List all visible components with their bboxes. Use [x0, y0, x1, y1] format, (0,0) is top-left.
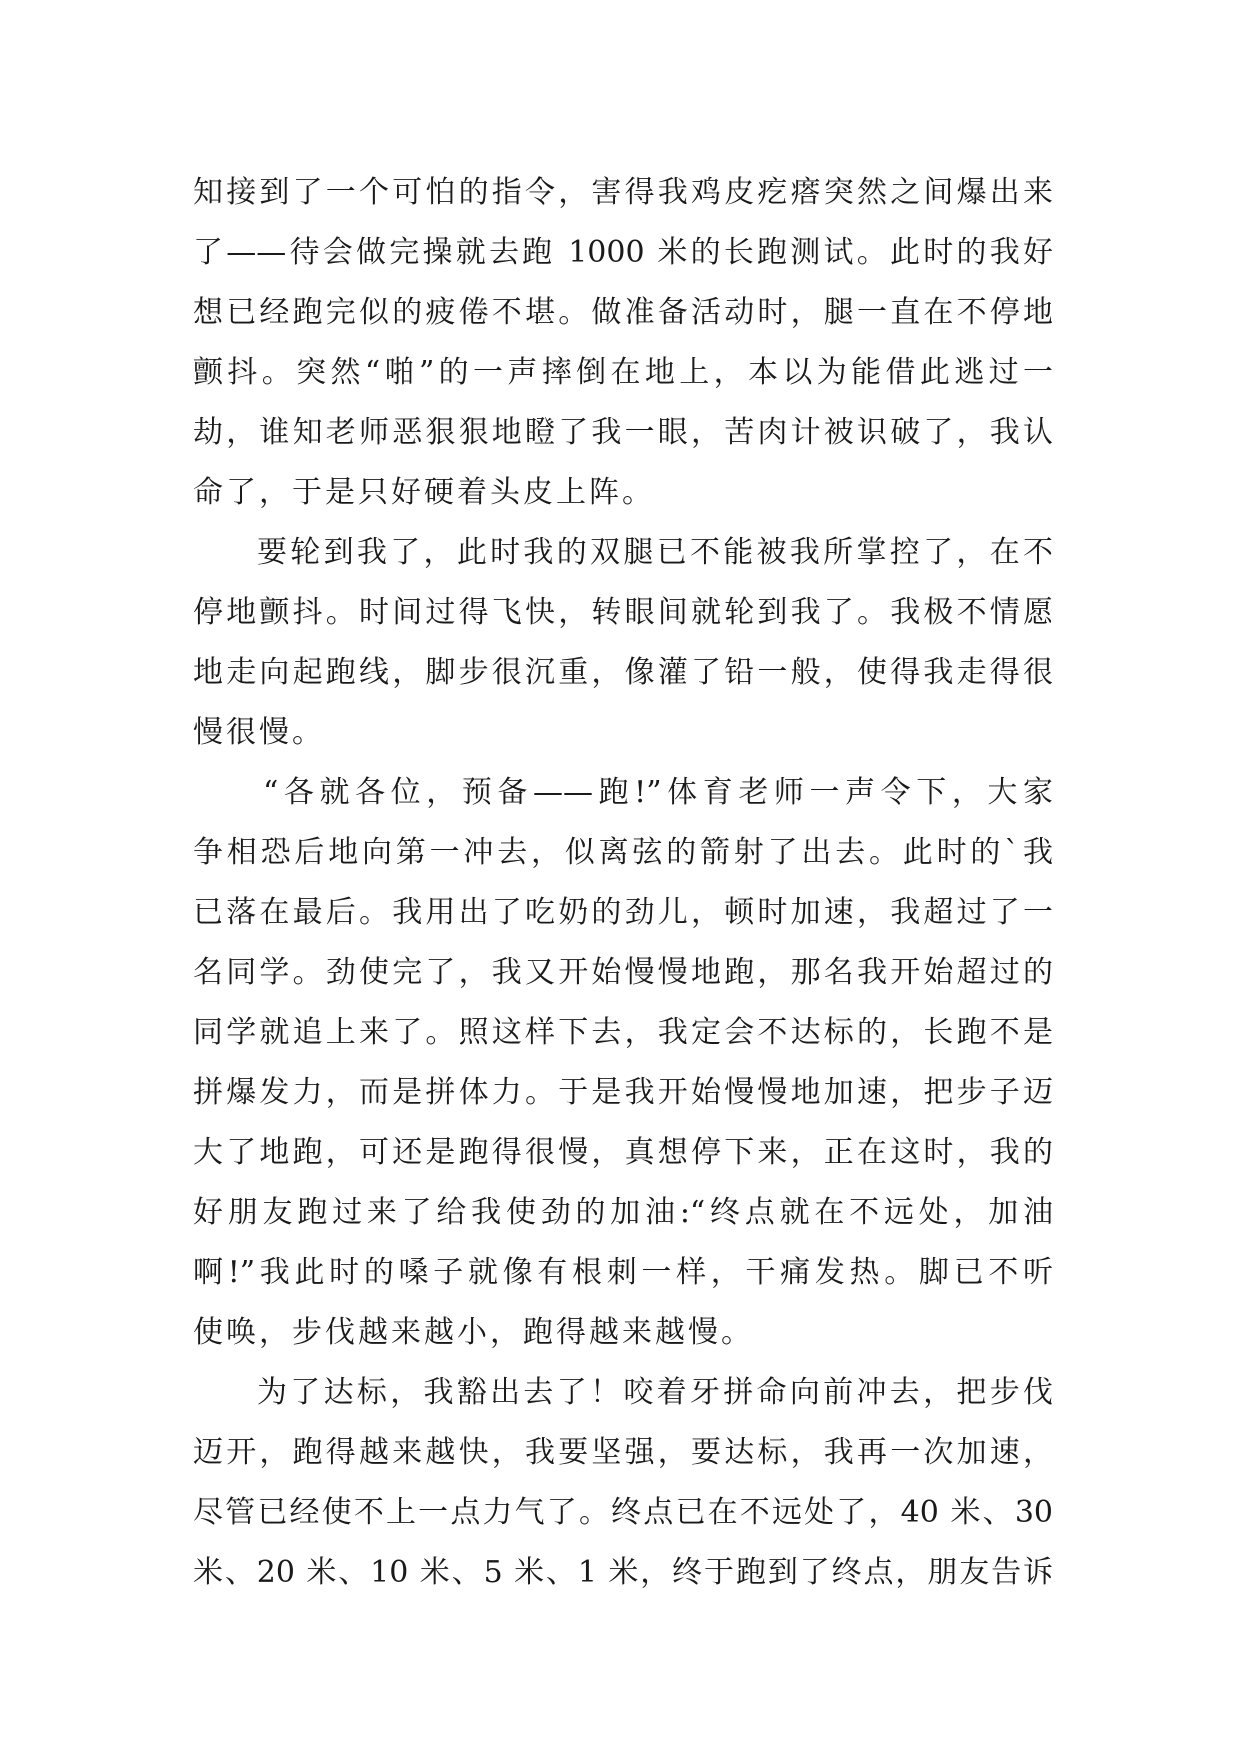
text-line: 迈开，跑得越来越快，我要坚强，要达标，我再一次加速，: [193, 1435, 1053, 1470]
text-line: 名同学。劲使完了，我又开始慢慢地跑，那名我开始超过的: [193, 955, 1053, 990]
text-line: 了——待会做完操就去跑 1000 米的长跑测试。此时的我好: [193, 235, 1053, 270]
text-line: 已落在最后。我用出了吃奶的劲儿，顿时加速，我超过了一: [193, 895, 1053, 930]
text-line: 使唤，步伐越来越小，跑得越来越慢。: [193, 1315, 754, 1350]
text-line: 劫，谁知老师恶狠狠地瞪了我一眼，苦肉计被识破了，我认: [193, 415, 1053, 450]
text-line: 地走向起跑线，脚步很沉重，像灌了铅一般，使得我走得很: [193, 655, 1053, 690]
text-line: 啊!”我此时的嗓子就像有根刺一样，干痛发热。脚已不听: [193, 1255, 1053, 1290]
text-line: 慢很慢。: [193, 715, 325, 750]
essay-body: [193, 163, 1053, 1603]
text-line: 拼爆发力，而是拼体力。于是我开始慢慢地加速，把步子迈: [193, 1075, 1053, 1110]
text-line: 同学就追上来了。照这样下去，我定会不达标的，长跑不是: [193, 1015, 1053, 1050]
paragraph-first-line: 为了达标，我豁出去了！咬着牙拼命向前冲去，把步伐: [257, 1375, 1053, 1410]
text-line: 命了，于是只好硬着头皮上阵。: [193, 475, 655, 510]
paragraph-first-line: “各就各位，预备——跑!”体育老师一声令下，大家: [263, 775, 1053, 810]
text-line: 争相恐后地向第一冲去，似离弦的箭射了出去。此时的`我: [193, 835, 1053, 870]
text-line: 米、20 米、10 米、5 米、1 米，终于跑到了终点，朋友告诉: [193, 1555, 1053, 1590]
text-line: 想已经跑完似的疲倦不堪。做准备活动时，腿一直在不停地: [193, 295, 1053, 330]
text-line: 颤抖。突然“啪”的一声摔倒在地上，本以为能借此逃过一: [193, 355, 1053, 390]
text-line: 好朋友跑过来了给我使劲的加油:“终点就在不远处，加油: [193, 1195, 1053, 1230]
text-line: 尽管已经使不上一点力气了。终点已在不远处了，40 米、30: [193, 1495, 1053, 1530]
text-line: 大了地跑，可还是跑得很慢，真想停下来，正在这时，我的: [193, 1135, 1053, 1170]
text-line: 知接到了一个可怕的指令，害得我鸡皮疙瘩突然之间爆出来: [193, 175, 1053, 210]
text-line: 停地颤抖。时间过得飞快，转眼间就轮到我了。我极不情愿: [193, 595, 1053, 630]
paragraph-first-line: 要轮到我了，此时我的双腿已不能被我所掌控了，在不: [257, 535, 1053, 570]
